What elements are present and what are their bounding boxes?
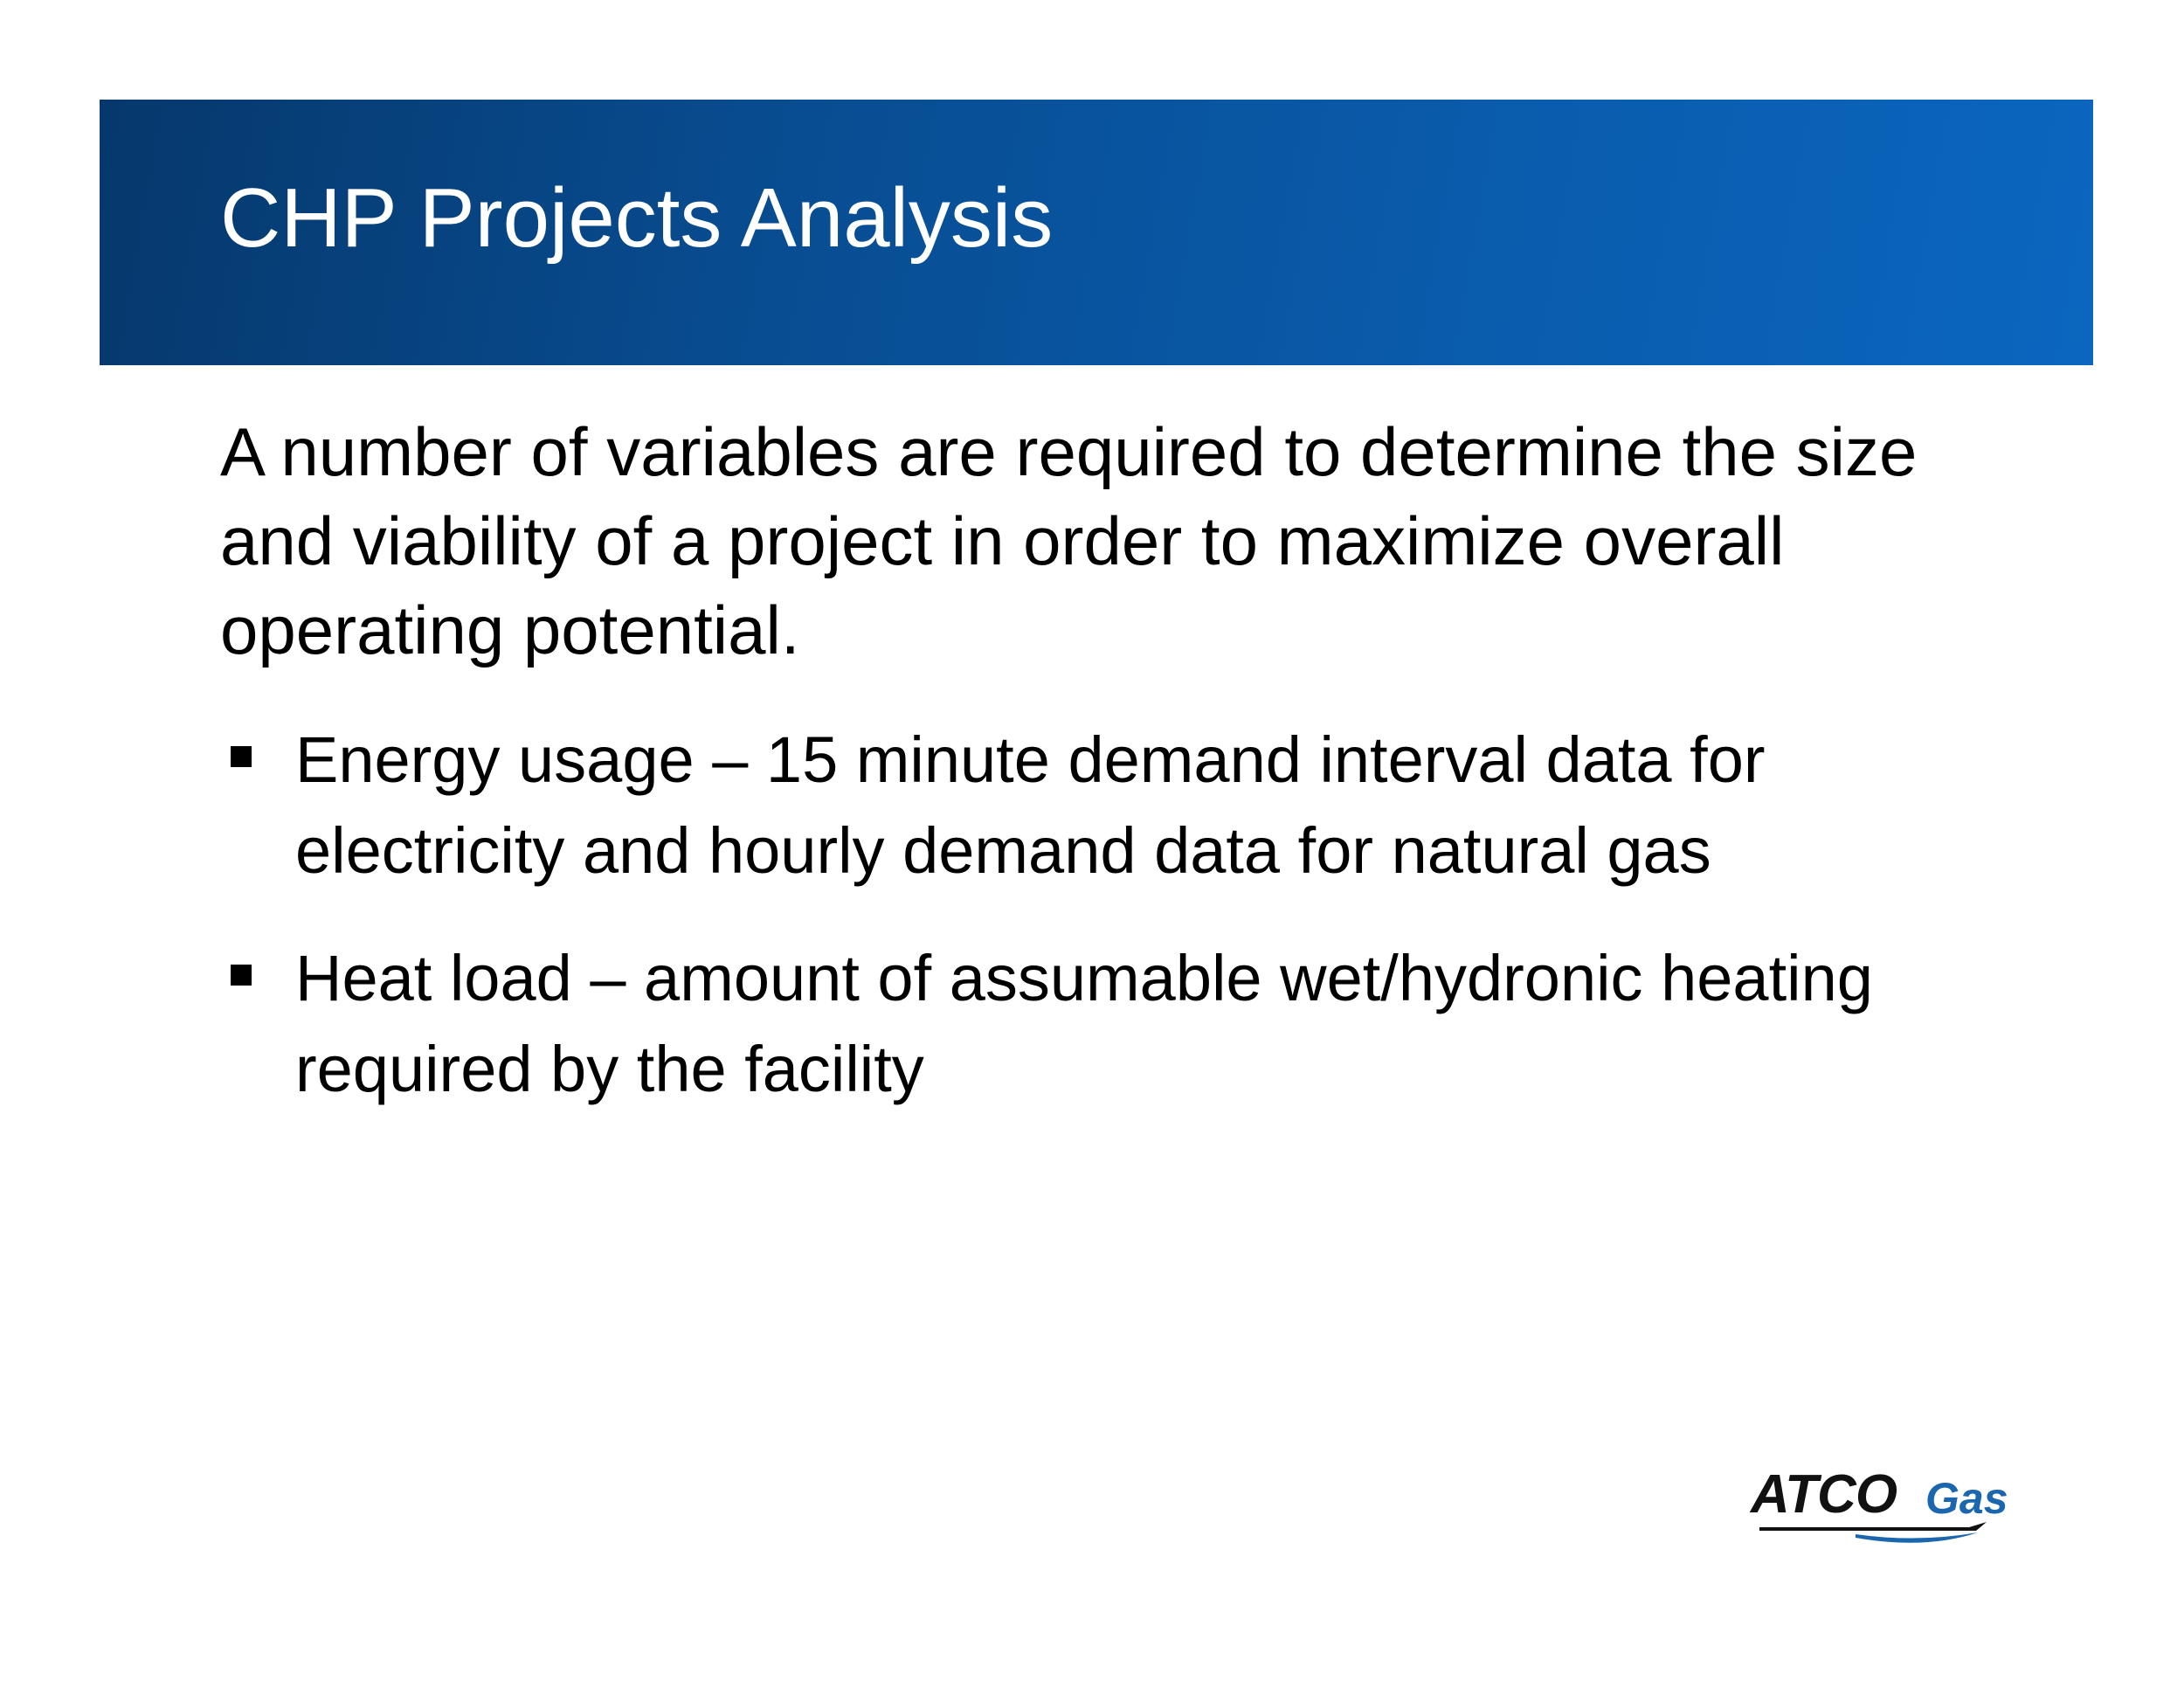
bullet-list — [220, 715, 2011, 1152]
title-banner — [100, 100, 2093, 365]
square-bullet-icon — [231, 965, 252, 986]
bullet-text: Heat load – amount of assumable wet/hydronic heating required by the facility — [295, 942, 1873, 1105]
intro-paragraph: A number of variables are required to determine the size and viability of a project in order to maximize overall operating potential. — [220, 413, 1918, 668]
bullet-item-heat-load — [220, 933, 2011, 1115]
swoosh-icon — [1751, 1517, 1995, 1552]
square-bullet-icon — [231, 746, 252, 767]
slide-title: CHP Projects Analysis — [220, 171, 1054, 265]
logo-gas-text: Gas — [1925, 1474, 2008, 1523]
logo-atco-text: ATCO — [1751, 1464, 1897, 1525]
atco-gas-logo — [1751, 1464, 2030, 1555]
bullet-text: Energy usage – 15 minute demand interval data for electricity and hourly demand data for natural gas — [295, 723, 1766, 887]
bullet-item-energy-usage — [220, 715, 2011, 896]
